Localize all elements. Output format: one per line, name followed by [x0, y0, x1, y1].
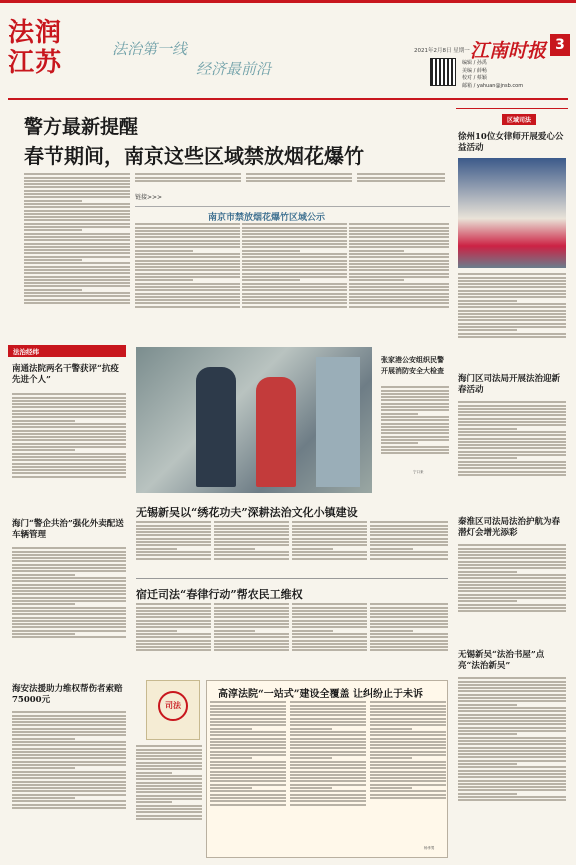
mid-c-col1 [210, 700, 286, 850]
mid-b-col1 [136, 602, 211, 672]
lead-photo [136, 347, 372, 493]
mid-c-byline: 杨孝男 [424, 846, 435, 850]
right-r4-title: 无锡新吴“法治书屋”点亮“法治新吴” [458, 650, 545, 671]
lead-link-label: 链接>>> [135, 194, 163, 201]
map-list-col3 [349, 222, 449, 342]
left-a1-body [12, 392, 126, 512]
right-badge: 区域司法 [502, 114, 536, 125]
left-badge-strip [8, 345, 126, 357]
right-r2-title: 海门区司法局开展法治迎新春活动 [458, 374, 561, 395]
mid-c-title: 高淳法院“一站式”建设全覆盖 让纠纷止于未诉 [218, 689, 423, 700]
right-r2-body [458, 400, 566, 510]
lead-body-col2 [135, 172, 241, 188]
slogan-1: 法治第一线 [112, 40, 188, 58]
mid-b-col3 [292, 602, 367, 672]
right-r3-title: 秦淮区司法局法治护航为春潜灯会增光添彩 [458, 517, 561, 538]
red-coat-figure [256, 377, 296, 487]
editor-credits [462, 60, 523, 90]
right-r1-body [458, 272, 566, 368]
mid-divider-1 [136, 578, 448, 579]
mid-a-col3 [292, 520, 367, 576]
map-title: 南京市禁放烟花爆竹区域公示 [208, 213, 326, 223]
mid-a-col4 [370, 520, 448, 576]
left-a2-body [12, 546, 126, 678]
paper-name: 江南时报 [470, 40, 547, 62]
right-r4-body [458, 676, 566, 854]
right-r1-photo [458, 158, 566, 268]
section-brand: 法润 江苏 [8, 18, 63, 78]
police-figure [196, 367, 236, 487]
mid-a-col1 [136, 520, 211, 576]
editor-line: 美编 / 薛畅 [462, 67, 487, 74]
editor-line: 邮箱 / yahuan@jnsb.com [462, 82, 524, 89]
right-rule [456, 108, 568, 109]
seal-illustration [146, 680, 200, 740]
masthead-bar [0, 0, 576, 3]
lead-body-col4 [357, 172, 445, 188]
lead-headline: 春节期间，南京这些区域禁放烟花爆竹 [24, 144, 364, 168]
header-rule [8, 98, 568, 100]
mid-a-title: 无锡新吴以“绣花功夫”深耕法治文化小镇建设 [136, 506, 358, 519]
map-list-col1 [135, 222, 240, 342]
left-badge: 法治经纬 [13, 348, 39, 356]
door-panel [316, 357, 360, 487]
page-number: 3 [550, 34, 570, 56]
mid-b-title: 宿迁司法“春律行动”帮农民工维权 [136, 588, 303, 601]
right-r1-title: 徐州10位女律师开展爱心公益活动 [458, 132, 564, 153]
editor-line: 编辑 / 孙禹 [462, 60, 487, 66]
slogan-2: 经济最前沿 [196, 60, 272, 78]
dateline: 2021年2月8日 星期一 [414, 48, 470, 54]
left-a3-body [12, 710, 126, 850]
map-list-col2 [242, 222, 347, 342]
mid-a-col2 [214, 520, 289, 576]
left-a3-title: 海安法援助力维权帮伤者索赔75000元 [12, 684, 123, 705]
seal-icon: 司法 [158, 691, 188, 721]
right-r3-body [458, 543, 566, 643]
mid-b-col4 [370, 602, 448, 672]
mid-b-col2 [214, 602, 289, 672]
lead-body-col3 [246, 172, 352, 188]
photo-byline: 宁口来 [413, 470, 424, 474]
left-a1-title: 南通法院两名干警获评“抗疫先进个人” [12, 364, 119, 385]
editor-line: 校对 / 蔡颖 [462, 75, 487, 81]
mid-c-col2 [290, 700, 366, 850]
lead-kicker: 警方最新提醒 [24, 116, 139, 138]
left-a2-title: 海门“警企共治”强化外卖配送车辆管理 [12, 519, 124, 540]
mid-c-col3 [370, 700, 446, 842]
mid-c-lead-text [136, 744, 202, 854]
lead-body-col1 [24, 172, 130, 360]
map-rule [135, 206, 450, 207]
photo-caption-title: 张家港公安组织民警开展消防安全大检查 [381, 356, 444, 375]
qr-code-icon [430, 58, 456, 86]
